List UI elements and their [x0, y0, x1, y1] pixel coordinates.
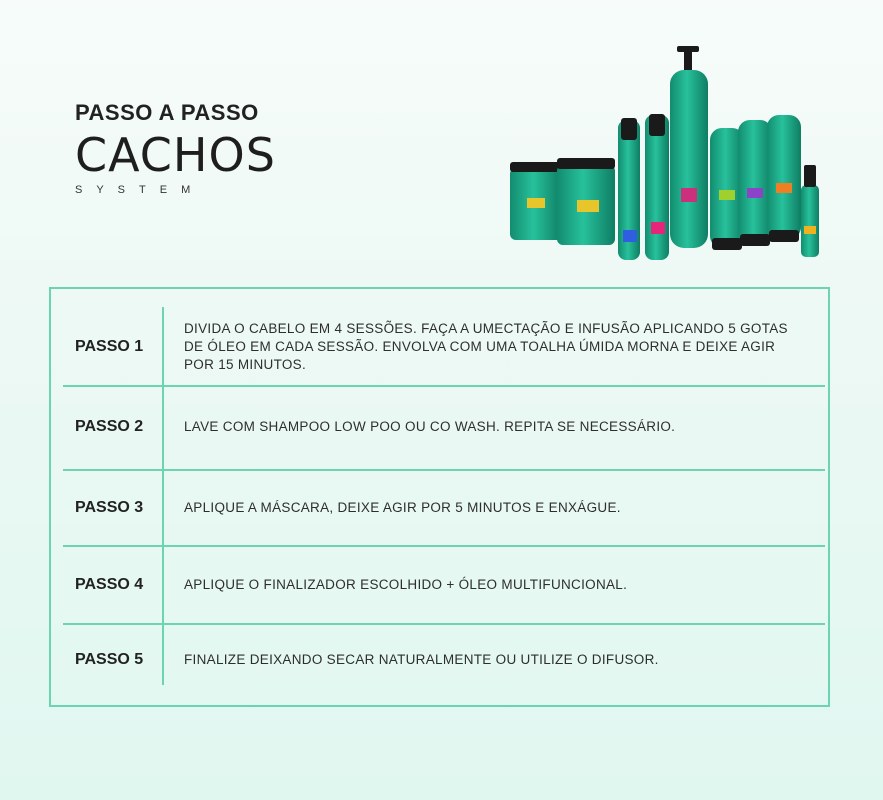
step-label: PASSO 5: [75, 651, 144, 668]
bottle-blue: [618, 118, 640, 260]
step-row: [63, 625, 825, 695]
tube-purple: [738, 120, 772, 246]
step-text: FINALIZE DEIXANDO SECAR NATURALMENTE OU UTILIZE O DIFUSOR.: [184, 652, 659, 667]
step-label: PASSO 1: [75, 338, 144, 355]
step-label: PASSO 2: [75, 418, 144, 435]
bottle-pump: [670, 46, 708, 248]
step-row: [63, 547, 825, 623]
brand-logo: CACHOS: [75, 128, 276, 182]
step-label: PASSO 3: [75, 499, 144, 516]
page-title: PASSO A PASSO: [75, 100, 259, 125]
jar-small: [510, 162, 562, 240]
header: [75, 100, 276, 196]
step-row: [63, 387, 825, 467]
product-lineup-image: [505, 40, 835, 280]
step-text: DIVIDA O CABELO EM 4 SESSÕES. FAÇA A UMECTAÇÃO E INFUSÃO APLICANDO 5 GOTAS DE ÓLEO EM CADA SESSÃO. ENVOLVA COM UMA TOALHA ÚMIDA MORNA E DEIXE AGIR POR 15 MINUTOS.: [184, 321, 788, 372]
step-row: [63, 471, 825, 545]
step-label: PASSO 4: [75, 576, 144, 593]
step-row: [63, 309, 825, 385]
spray-bottle: [801, 165, 819, 257]
jar-large: [557, 158, 615, 245]
brand-subtitle: SYSTEM: [75, 184, 205, 196]
step-text: LAVE COM SHAMPOO LOW POO OU CO WASH. REPITA SE NECESSÁRIO.: [184, 419, 676, 434]
step-text: APLIQUE O FINALIZADOR ESCOLHIDO + ÓLEO MULTIFUNCIONAL.: [184, 577, 628, 592]
step-text: APLIQUE A MÁSCARA, DEIXE AGIR POR 5 MINUTOS E ENXÁGUE.: [184, 500, 621, 515]
bottle-pink: [645, 114, 669, 260]
tube-orange: [767, 115, 801, 242]
steps-table: [49, 287, 830, 707]
